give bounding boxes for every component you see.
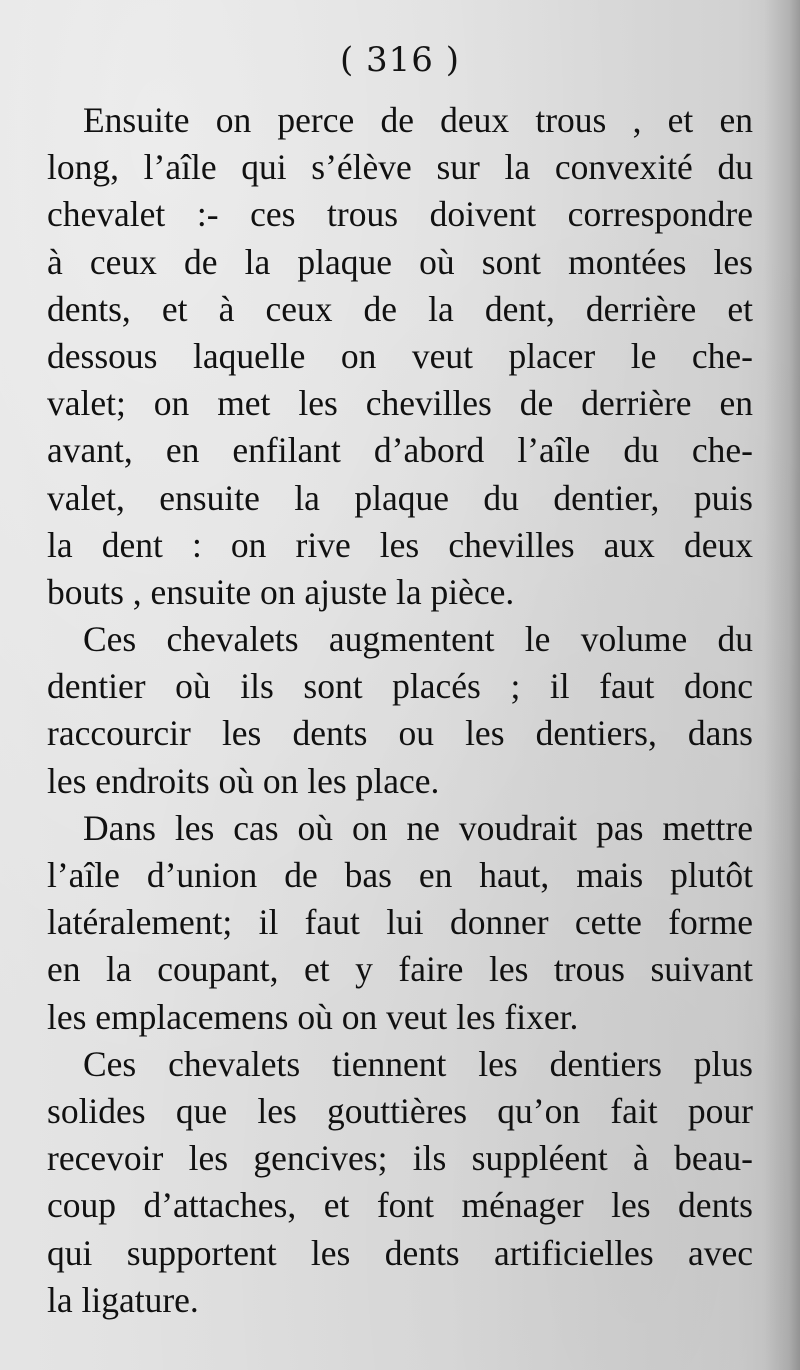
body-text: [47, 97, 753, 1324]
paragraph-1: [47, 97, 753, 616]
text-line: recevoir les gencives; ils suppléent à beau-: [47, 1138, 753, 1179]
paragraph-3: [47, 805, 753, 1041]
text-line: l’aîle d’union de bas en haut, mais plutôt: [47, 855, 753, 895]
text-line: Dans les cas où on ne voudrait pas mettre: [83, 807, 753, 848]
text-line: bouts , ensuite on ajuste la pièce.: [47, 571, 515, 612]
text-line: la ligature.: [47, 1279, 199, 1320]
text-line: solides que les gouttières qu’on fait pour: [47, 1090, 753, 1131]
text-line: à ceux de la plaque où sont montées les: [47, 241, 753, 282]
text-line: latéralement; il faut lui donner cette forme: [47, 902, 753, 943]
page-number: ( 316 ): [339, 40, 461, 80]
text-line: long, l’aîle qui s’élève sur la convexité du: [47, 147, 753, 188]
page-edge-shadow: [764, 0, 800, 1370]
text-line: Ces chevalets augmentent le volume du: [83, 619, 753, 660]
text-line: dentier où ils sont placés ; il faut donc: [47, 666, 753, 707]
text-line: avant, en enfilant d’abord l’aîle du che-: [47, 430, 753, 471]
paragraph-2: [47, 616, 753, 805]
text-line: les emplacemens où on veut les fixer.: [47, 996, 579, 1037]
text-line: chevalet :- ces trous doivent correspondre: [47, 194, 753, 235]
paragraph-4: [47, 1041, 753, 1324]
text-line: la dent : on rive les chevilles aux deux: [47, 524, 753, 565]
text-line: qui supportent les dents artificielles avec: [47, 1232, 753, 1273]
text-line: Ces chevalets tiennent les dentiers plus: [83, 1043, 753, 1084]
text-line: dessous laquelle on veut placer le che-: [47, 335, 753, 376]
text-line: valet, ensuite la plaque du dentier, puis: [47, 477, 753, 518]
text-line: les endroits où on les place.: [47, 760, 440, 801]
text-line: valet; on met les chevilles de derrière en: [47, 383, 753, 424]
text-line: raccourcir les dents ou les dentiers, dans: [47, 713, 753, 754]
text-line: dents, et à ceux de la dent, derrière et: [47, 288, 753, 329]
text-line: Ensuite on perce de deux trous , et en: [83, 100, 753, 140]
text-line: coup d’attaches, et font ménager les dents: [47, 1185, 753, 1226]
text-line: en la coupant, et y faire les trous suivant: [47, 949, 753, 990]
